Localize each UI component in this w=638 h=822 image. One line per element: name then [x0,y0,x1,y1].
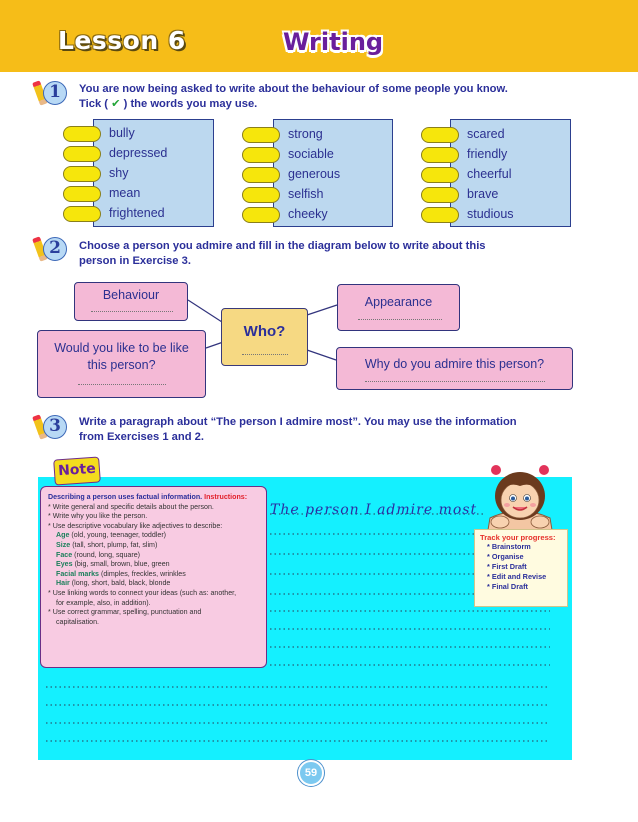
word-label: generous [288,167,341,181]
category-detail: (tall, short, plump, fat, slim) [72,540,158,549]
note-category [48,570,261,580]
who-label: Who? [243,323,286,340]
word-label: studious [467,207,514,221]
note-category [48,541,261,551]
word-label: frightened [109,206,165,220]
answer-line[interactable] [91,311,173,312]
question-line: Would you like to be like [54,341,189,355]
word-label: cheeky [288,207,328,221]
instruction-line: You are now being asked to write about the behaviour of some people you know. [79,83,508,95]
behaviour-label: Behaviour [102,288,160,302]
category-detail: (old, young, teenager, toddler) [71,531,167,540]
appearance-label: Appearance [364,295,433,309]
paragraph-title: The person I admire most [270,502,478,518]
why-admire-box [336,347,573,390]
note-intro [48,493,261,503]
word-label: brave [467,187,499,201]
would-you-like-label [38,340,205,374]
note-instructions-label: Instructions: [204,493,248,501]
category-name: Facial marks [56,569,99,578]
exercise-3-badge [36,413,66,443]
note-category [48,551,261,561]
category-detail: (long, short, bald, black, blonde [71,579,171,588]
girl-illustration [480,460,560,532]
note-category [48,579,261,589]
word-label: friendly [467,147,508,161]
word-label: cheerful [467,167,512,181]
note-bullet: * Use descriptive vocabulary like adjectives to describe: [48,521,223,530]
tick-icon: ✔ [111,98,121,110]
answer-line[interactable] [78,384,166,385]
instruction-line: person in Exercise 3. [79,255,191,267]
exercise-number: 2 [43,237,67,261]
note-box [40,486,267,668]
category-detail: (big, small, brown, blue, green [74,560,170,569]
why-admire-label: Why do you admire this person? [364,357,545,371]
track-step: * Final Draft [487,582,528,591]
note-tag: Note [53,456,101,485]
exercise-number: 1 [43,81,67,105]
question-line: this person? [87,358,156,372]
note-bullet: * Use correct grammar, spelling, punctuation and [48,608,202,617]
instruction-line: from Exercises 1 and 2. [79,431,204,443]
word-label: shy [109,166,129,180]
note-category [48,560,261,570]
answer-line[interactable] [358,319,442,320]
word-label: selfish [288,187,324,201]
track-step: * Brainstorm [487,542,531,551]
category-name: Eyes [56,560,73,569]
track-step: * First Draft [487,562,527,571]
section-title: Writing [283,28,384,56]
note-bullet: * Write why you like the person. [48,512,148,521]
instruction-text: ) the words you may use. [123,98,258,110]
exercise-3-instructions [79,415,517,445]
track-items [480,542,564,592]
note-category [48,531,261,541]
word-label: depressed [109,146,168,160]
behaviour-box [74,282,188,321]
note-bullet: * Write general and specific details about the person. [48,502,214,511]
word-label: sociable [288,147,334,161]
exercise-number: 3 [43,415,67,439]
page-number: 59 [298,760,324,786]
word-label: strong [288,127,323,141]
would-you-like-box [37,330,206,398]
track-progress-box [474,529,568,607]
instruction-line: Write a paragraph about “The person I admire most”. You may use the information [79,416,517,428]
word-label: mean [109,186,141,200]
category-name: Size [56,540,71,549]
track-step: * Edit and Revise [487,572,547,581]
track-step: * Organise [487,552,524,561]
note-bullet: * Use linking words to connect your ideas (such as: another, [48,588,237,597]
answer-line[interactable] [365,381,545,382]
note-bullet-cont: for example, also, in addition). [56,598,151,607]
instruction-line: Choose a person you admire and fill in the diagram below to write about this [79,240,486,252]
appearance-box [337,284,460,331]
who-box [221,308,308,366]
word-label: scared [467,127,505,141]
track-title: Track your progress: [480,533,556,542]
category-detail: (dimples, freckles, wrinkles [100,569,186,578]
category-name: Hair [56,579,70,588]
instruction-text: Tick ( [79,98,109,110]
lesson-title: Lesson 6 [58,26,186,55]
category-name: Age [56,531,70,540]
note-content [48,493,261,627]
category-name: Face [56,550,73,559]
note-bullet-cont: capitalisation. [56,617,99,626]
answer-line[interactable] [242,354,288,355]
note-intro-bold: Describing a person uses factual information. [48,493,203,501]
category-detail: (round, long, square) [74,550,141,559]
word-label: bully [109,126,135,140]
